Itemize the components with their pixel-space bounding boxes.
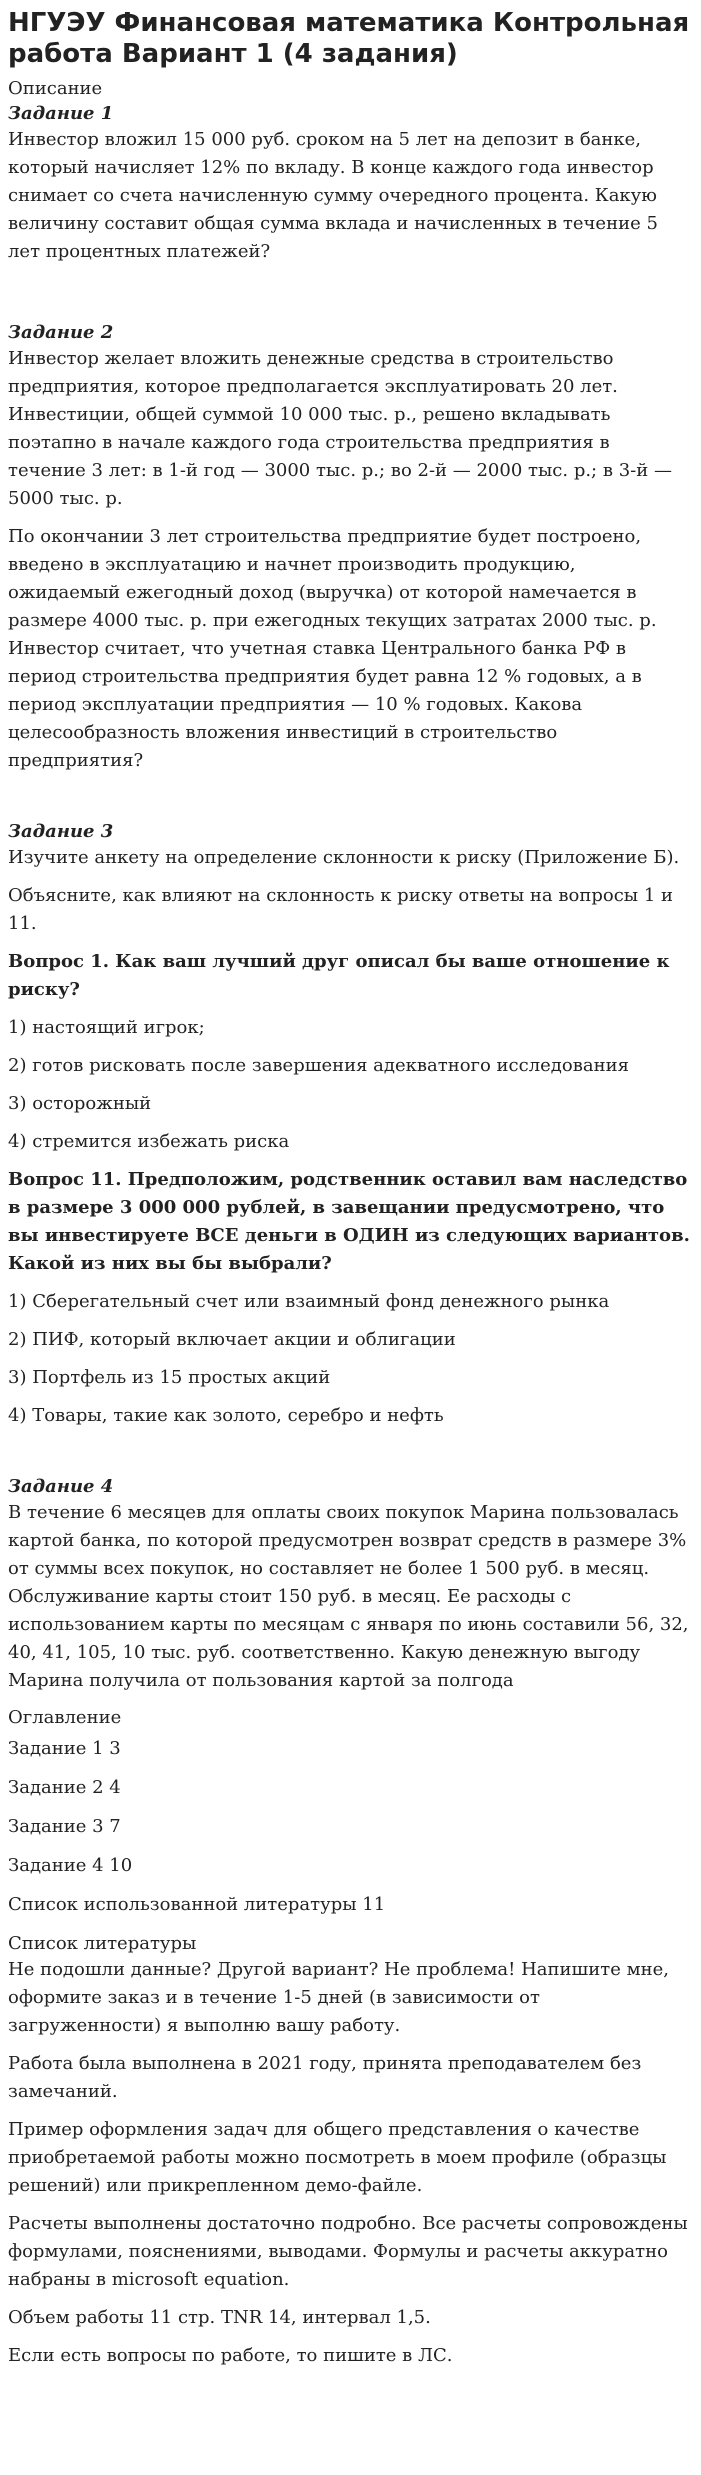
question-11-option: 2) ПИФ, который включает акции и облигации	[8, 1329, 456, 1350]
task-1-text: Инвестор вложил 15 000 руб. сроком на 5 лет на депозит в банке, который начисляет 12% по вкладу. В конце каждого года инвестор снимает со счета начисленную сумму очередного процента. Какую величину составит общая сумма вклада и начисленных в течение 5 лет процентных платежей?	[8, 129, 658, 262]
toc-item: Список использованной литературы 11	[8, 1894, 386, 1915]
task-3-title: Задание 3	[8, 821, 114, 842]
footer-note: Пример оформления задач для общего представления о качестве приобретаемой работы можно посмотреть в моем профиле (образцы решений) или прикрепленном демо-файле.	[8, 2119, 667, 2196]
question-1: Вопрос 1. Как ваш лучший друг описал бы ваше отношение к риску?	[8, 951, 670, 1000]
question-11: Вопрос 11. Предположим, родственник оставил вам наследство в размере 3 000 000 рублей, в завещании предусмотрено, что вы инвестируете ВСЕ деньги в ОДИН из следующих вариантов. Какой из них вы бы выбрали?	[8, 1169, 690, 1274]
question-1-option: 4) стремится избежать риска	[8, 1131, 290, 1152]
question-11-option: 1) Сберегательный счет или взаимный фонд денежного рынка	[8, 1291, 610, 1312]
toc-item: Задание 2 4	[8, 1777, 121, 1798]
task-2-title: Задание 2	[8, 322, 114, 343]
task-4-title: Задание 4	[8, 1476, 114, 1497]
task-2-text-2: По окончании 3 лет строительства предприятие будет построено, введено в эксплуатацию и начнет производить продукцию, ожидаемый ежегодный доход (выручка) от которой намечается в размере 4000 тыс. р. при ежегодных текущих затратах 2000 тыс. р. Инвестор считает, что учетная ставка Центрального банка РФ в период строительства предприятия будет равна 12 % годовых, а в период эксплуатации предприятия — 10 % годовых. Какова целесообразность вложения инвестиций в строительство предприятия?	[8, 526, 657, 771]
footer-note: Не подошли данные? Другой вариант? Не проблема! Напишите мне, оформите заказ и в течение 1-5 дней (в зависимости от загруженности) я выполню вашу работу.	[8, 1959, 669, 2036]
toc-item: Задание 3 7	[8, 1816, 121, 1837]
footer-note: Если есть вопросы по работе, то пишите в ЛС.	[8, 2345, 453, 2366]
task-3-text-2: Объясните, как влияют на склонность к риску ответы на вопросы 1 и 11.	[8, 885, 673, 934]
footer-note: Объем работы 11 стр. TNR 14, интервал 1,5.	[8, 2307, 431, 2328]
question-11-option: 3) Портфель из 15 простых акций	[8, 1367, 331, 1388]
task-1-title: Задание 1	[8, 103, 114, 124]
task-3-text-1: Изучите анкету на определение склонности к риску (Приложение Б).	[8, 847, 680, 868]
question-11-option: 4) Товары, такие как золото, серебро и нефть	[8, 1405, 444, 1426]
task-4-text: В течение 6 месяцев для оплаты своих покупок Марина пользовалась картой банка, по которой предусмотрен возврат средств в размере 3% от суммы всех покупок, но составляет не более 1 500 руб. в месяц. Обслуживание карты стоит 150 руб. в месяц. Ее расходы с использованием карты по месяцам с января по июнь составили 56, 32, 40, 41, 105, 10 тыс. руб. соответственно. Какую денежную выгоду Марина получила от пользования картой за полгода	[8, 1502, 689, 1691]
description-label: Описание	[8, 78, 103, 99]
question-1-option: 1) настоящий игрок;	[8, 1017, 205, 1038]
question-1-option: 3) осторожный	[8, 1093, 152, 1114]
toc-item: Задание 1 3	[8, 1738, 121, 1759]
toc-item: Задание 4 10	[8, 1855, 133, 1876]
question-1-option: 2) готов рисковать после завершения адекватного исследования	[8, 1055, 629, 1076]
footer-note: Расчеты выполнены достаточно подробно. Все расчеты сопровождены формулами, пояснениями, выводами. Формулы и расчеты аккуратно набраны в microsoft equation.	[8, 2213, 688, 2290]
task-2-text-1: Инвестор желает вложить денежные средства в строительство предприятия, которое предполагается эксплуатировать 20 лет. Инвестиции, общей суммой 10 000 тыс. р., решено вкладывать поэтапно в начале каждого года строительства предприятия в течение 3 лет: в 1-й год — 3000 тыс. р.; во 2-й — 2000 тыс. р.; в 3-й — 5000 тыс. р.	[8, 348, 672, 509]
page-title: НГУЭУ Финансовая математика Контрольная работа Вариант 1 (4 задания)	[8, 8, 690, 69]
footer-note: Работа была выполнена в 2021 году, принята преподавателем без замечаний.	[8, 2053, 642, 2102]
toc-title: Оглавление	[8, 1707, 122, 1728]
literature-title: Список литературы	[8, 1933, 197, 1954]
